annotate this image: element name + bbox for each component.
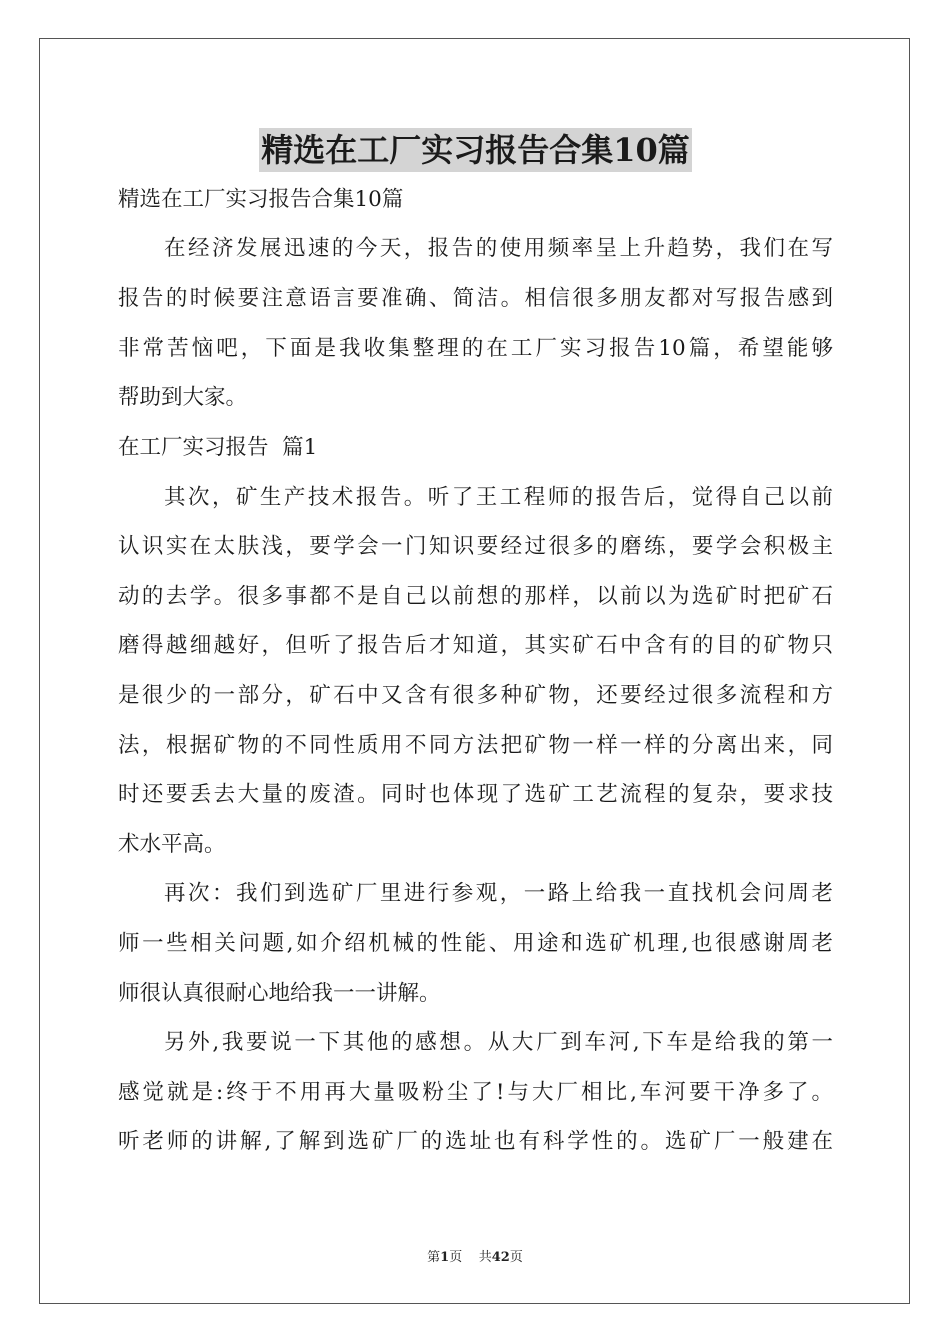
document-title: 精选在工厂实习报告合集10篇	[259, 128, 692, 172]
paragraph-line: 帮助到大家。	[118, 385, 248, 410]
paragraph-line: 是很少的一部分，矿石中又含有很多种矿物，还要经过很多流程和方	[118, 683, 833, 708]
page-border	[39, 38, 910, 1304]
paragraph-line: 报告的时候要注意语言要准确、简洁。相信很多朋友都对写报告感到	[118, 286, 833, 311]
paragraph-line: 感觉就是:终于不用再大量吸粉尘了!与大厂相比,车河要干净多了。	[118, 1080, 833, 1105]
paragraph-line: 磨得越细越好，但听了报告后才知道，其实矿石中含有的目的矿物只	[118, 633, 833, 658]
paragraph-line: 术水平高。	[118, 832, 226, 857]
footer-suffix: 页	[509, 1250, 523, 1265]
paragraph-line: 师很认真很耐心地给我一一讲解。	[118, 981, 441, 1006]
paragraph-line: 再次：我们到选矿厂里进行参观，一路上给我一直找机会问周老	[164, 881, 833, 906]
title-wrap	[118, 128, 833, 172]
footer-page-number: 1	[440, 1250, 450, 1265]
paragraph-line: 法，根据矿物的不同性质用不同方法把矿物一样一样的分离出来，同	[118, 733, 833, 758]
footer-total-pages: 42	[491, 1250, 510, 1265]
paragraph-line: 另外,我要说一下其他的感想。从大厂到车河,下车是给我的第一	[164, 1030, 833, 1055]
footer-prefix: 第	[427, 1250, 441, 1265]
paragraph-line: 时还要丢去大量的废渣。同时也体现了选矿工艺流程的复杂，要求技	[118, 782, 833, 807]
paragraph-line: 听老师的讲解,了解到选矿厂的选址也有科学性的。选矿厂一般建在	[118, 1129, 833, 1154]
paragraph-line: 认识实在太肤浅，要学会一门知识要经过很多的磨练，要学会积极主	[118, 534, 833, 559]
section-heading: 在工厂实习报告 篇1	[118, 435, 318, 460]
page-footer	[0, 1246, 950, 1265]
paragraph-line: 其次，矿生产技术报告。听了王工程师的报告后，觉得自己以前	[164, 485, 833, 510]
paragraph-line: 非常苦恼吧，下面是我收集整理的在工厂实习报告10篇，希望能够	[118, 336, 833, 361]
paragraph-line: 在经济发展迅速的今天，报告的使用频率呈上升趋势，我们在写	[164, 236, 833, 261]
paragraph-line: 动的去学。很多事都不是自己以前想的那样，以前以为选矿时把矿石	[118, 584, 833, 609]
footer-mid: 页 共	[449, 1250, 492, 1265]
paragraph-line: 师一些相关问题,如介绍机械的性能、用途和选矿机理,也很感谢周老	[118, 931, 833, 956]
document-subtitle: 精选在工厂实习报告合集10篇	[118, 187, 404, 212]
